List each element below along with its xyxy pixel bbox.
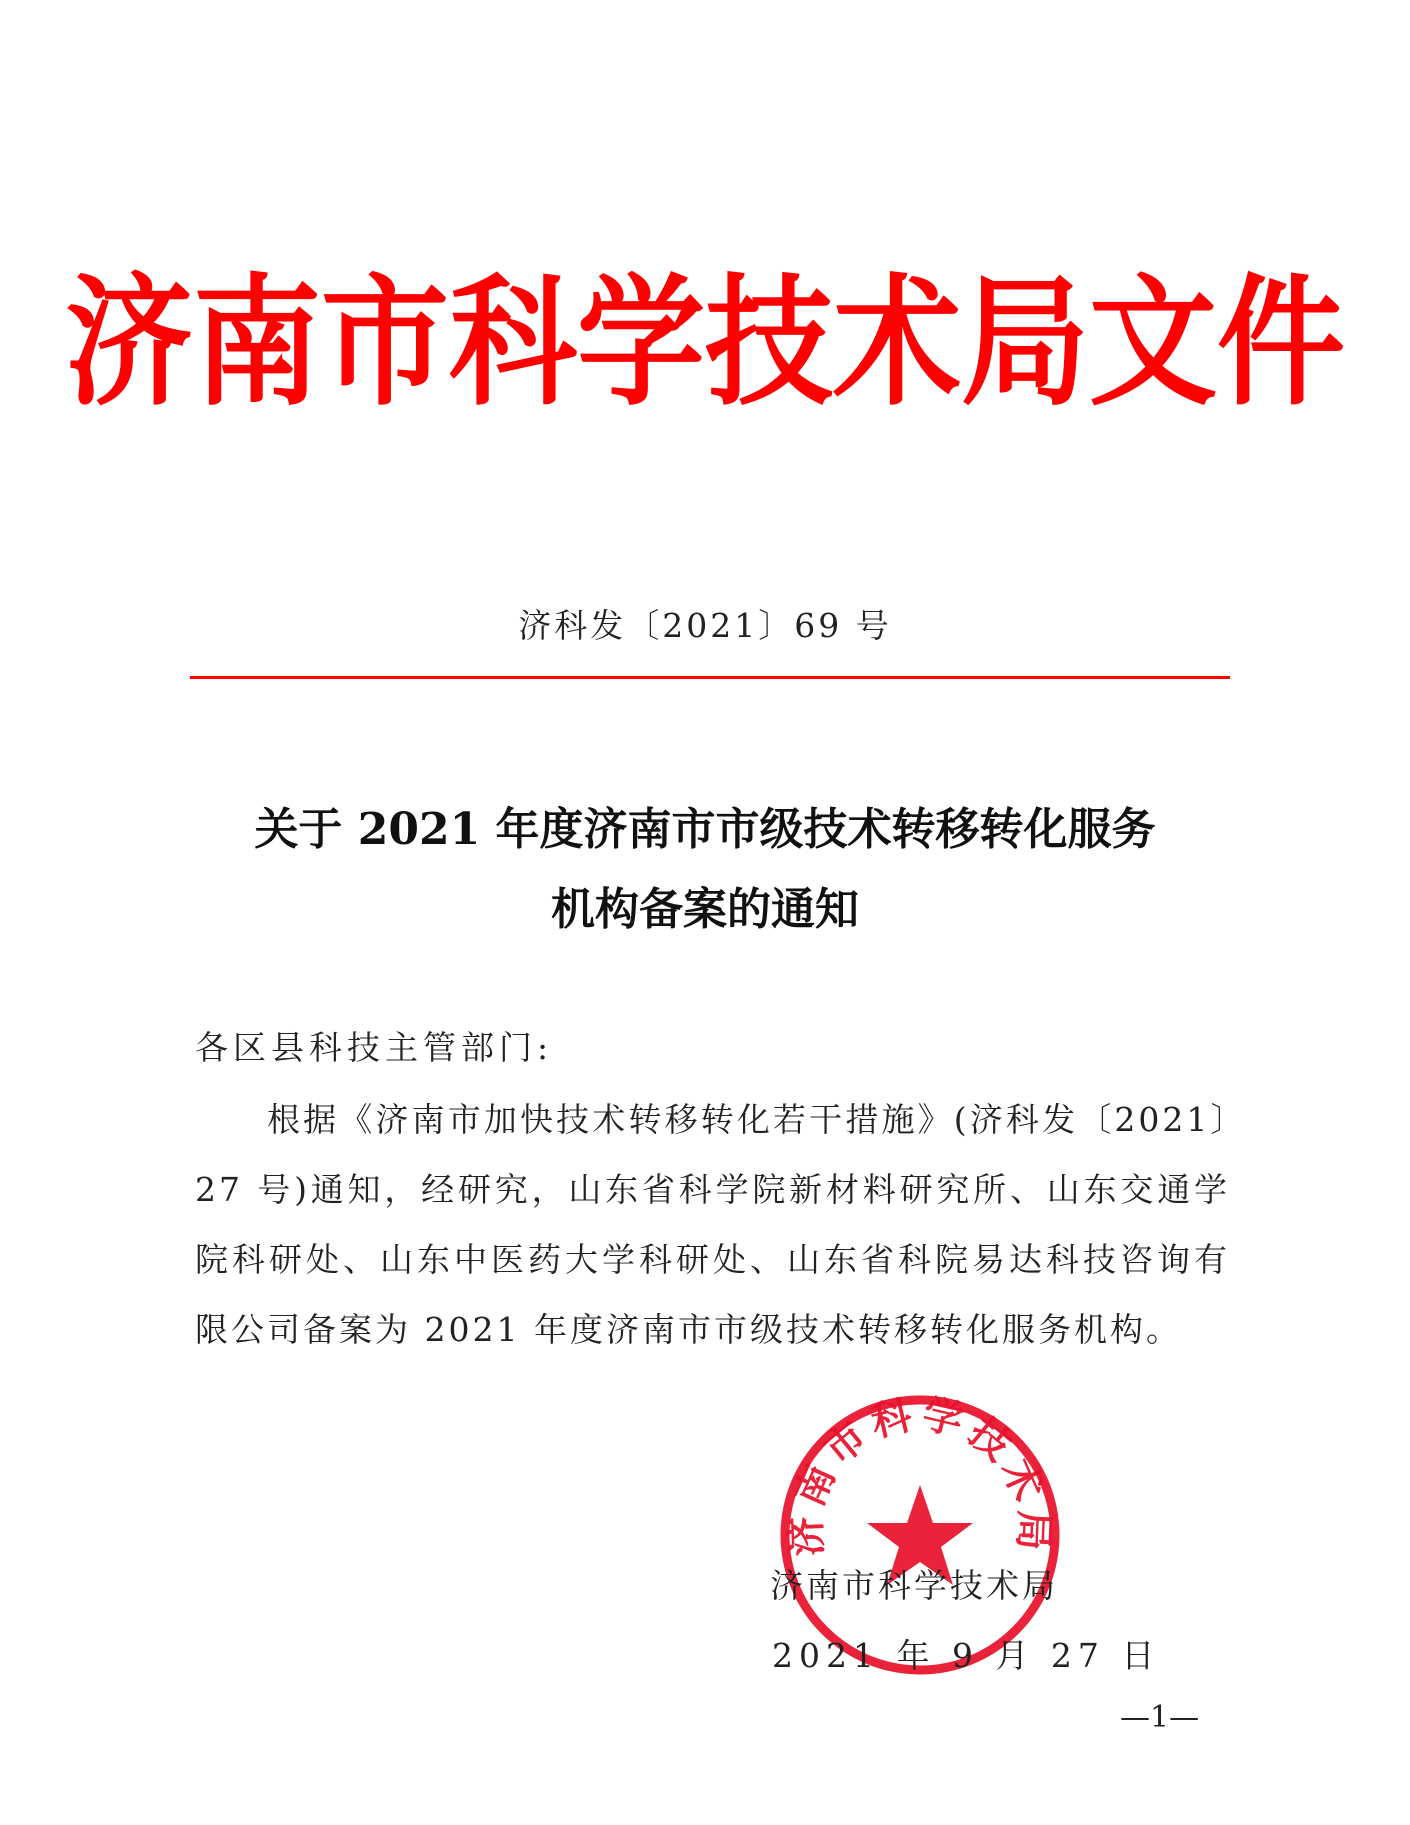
signature-organization: 济南市科学技术局: [770, 1566, 1058, 1605]
notice-title-line2: 机构备案的通知: [551, 884, 859, 935]
notice-body: 根据《济南市加快技术转移转化若干措施》(济科发〔2021〕27 号)通知，经研究，山东省科学院新材料研究所、山东交通学院科研处、山东中医药大学科研处、山东省科院易达科技咨询有限公司备案为 2021 年度济南市市级技术转移转化服务机构。: [195, 1100, 1230, 1349]
red-header-title: 济南市科学技术局文件: [64, 260, 1345, 426]
page-number: —1—: [1120, 1700, 1200, 1735]
document-number: 济科发〔2021〕69 号: [518, 606, 892, 645]
red-divider-line: [190, 676, 1230, 679]
notice-title: [0, 790, 1410, 950]
seal-text: 济南市科学技术局: [782, 1390, 1058, 1558]
notice-title-line1: 关于 2021 年度济南市市级技术转移转化服务: [254, 804, 1156, 855]
signature-date: 2021 年 9 月 27 日: [772, 1636, 1161, 1675]
salutation: 各区县科技主管部门:: [195, 1028, 554, 1067]
